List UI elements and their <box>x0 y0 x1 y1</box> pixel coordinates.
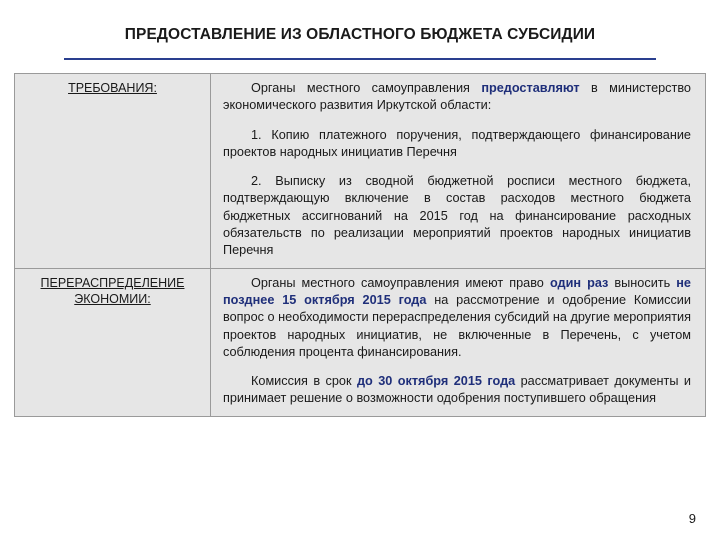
highlight-text: предоставляют <box>481 81 580 95</box>
highlight-text: один раз <box>549 275 609 290</box>
row-label-text: ТРЕБОВАНИЯ: <box>68 81 157 95</box>
page-number: 9 <box>688 511 696 526</box>
content-table <box>14 73 706 417</box>
requirements-intro-paragraph <box>223 80 691 115</box>
row-label-redistribution <box>15 269 211 416</box>
highlight-text: до 30 октября 2015 года <box>356 374 516 389</box>
text-span: Комиссия в срок <box>251 374 357 389</box>
text-span: выносить <box>608 275 677 290</box>
text-span: рассматривает документы и принимает решение о возможности одобрения поступившего обращения <box>223 374 691 406</box>
text-span: на рассмотрение и одобрение Комиссии вопрос о необходимости перераспределения субсидий на другие мероприятия проектов народных инициатив, не включенные в Перечень, с учетом соблюдения процента финансирования. <box>223 292 691 359</box>
row-label-requirements <box>15 74 211 268</box>
requirement-item-1 <box>223 127 691 162</box>
title-underline <box>64 58 656 60</box>
row-label-text: ПЕРЕРАСПРЕДЕЛЕНИЕ ЭКОНОМИИ: <box>40 275 185 306</box>
text-span: Органы местного самоуправления <box>251 81 482 95</box>
text-span: 1. Копию платежного поручения, подтверждающего финансирование проектов народных инициатив Перечня <box>223 127 691 159</box>
text-span: 2. Выписку из сводной бюджетной росписи местного бюджета, подтверждающую включение в состав расходов местного бюджета бюджетных ассигнований на 2015 год на финансирование расходных обязательств по реализации мероприятий проектов народных инициатив Перечня <box>223 174 691 258</box>
row-content-redistribution <box>211 269 705 416</box>
redistribution-paragraph-1 <box>223 275 691 361</box>
text-span: в министерство экономического развития Иркутской области: <box>223 81 691 113</box>
requirement-item-2 <box>223 173 691 259</box>
highlight-text: не позднее 15 октября 2015 года <box>223 275 691 307</box>
text-span: Органы местного самоуправления имеют право <box>251 275 550 290</box>
table-row-requirements <box>15 74 705 269</box>
table-row-redistribution <box>15 269 705 416</box>
row-content-requirements <box>211 74 705 268</box>
slide-title: ПРЕДОСТАВЛЕНИЕ ИЗ ОБЛАСТНОГО БЮДЖЕТА СУБСИДИИ <box>124 26 596 43</box>
redistribution-paragraph-2 <box>223 373 691 408</box>
